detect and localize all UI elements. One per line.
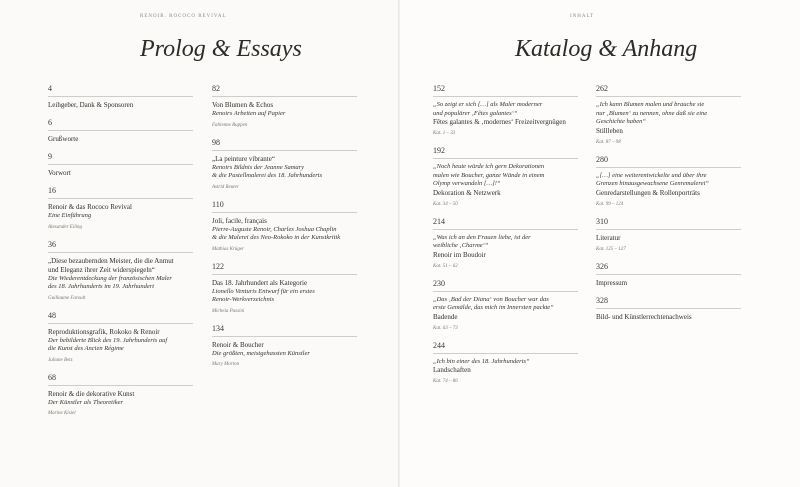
toc-title: Reproduktionsgrafik, Rokoko & Renoir bbox=[48, 327, 160, 336]
toc-page-number: 134 bbox=[212, 323, 224, 333]
toc-quote: Grenzen hinausgewachsene Genremalerei“ bbox=[596, 180, 710, 187]
toc-page-number: 244 bbox=[433, 340, 445, 350]
toc-entry bbox=[212, 262, 382, 316]
toc-title: Landschaften bbox=[433, 366, 471, 374]
toc-entry bbox=[212, 324, 382, 370]
toc-page-number: 110 bbox=[212, 199, 224, 209]
toc-title: Grußworte bbox=[48, 135, 79, 143]
toc-page-number: 48 bbox=[48, 310, 56, 320]
toc-title: Renoir im Boudoir bbox=[433, 250, 486, 259]
toc-entry bbox=[48, 152, 198, 178]
toc-quote: „So zeigt er sich […] als Maler moderner bbox=[433, 101, 543, 108]
toc-title: Renoir & Boucher bbox=[212, 340, 264, 349]
toc-divider bbox=[596, 96, 741, 97]
toc-author: Alexander Eiling bbox=[48, 224, 83, 230]
toc-divider bbox=[433, 291, 578, 292]
toc-entry bbox=[48, 311, 198, 365]
toc-page-number: 122 bbox=[212, 261, 224, 271]
toc-entry bbox=[433, 279, 603, 333]
toc-entry bbox=[596, 296, 776, 322]
toc-entry bbox=[212, 138, 382, 192]
toc-entry bbox=[48, 84, 198, 110]
toc-title: Literatur bbox=[596, 233, 621, 242]
toc-entry bbox=[212, 84, 382, 130]
toc-column bbox=[596, 84, 776, 330]
toc-subtitle: des 18. Jahrhunderts im 19. Jahrhundert bbox=[48, 283, 155, 290]
toc-divider bbox=[48, 252, 193, 253]
toc-subtitle: & die Malerei des Neo-Rokoko in der Kunstkritik bbox=[212, 234, 341, 241]
toc-title: Renoir & die dekorative Kunst bbox=[48, 389, 135, 398]
toc-quote: Olymp verwandeln […]!“ bbox=[433, 180, 501, 187]
toc-page-number: 230 bbox=[433, 278, 445, 288]
toc-page-number: 16 bbox=[48, 186, 56, 195]
toc-page-number: 98 bbox=[212, 137, 220, 147]
toc-author: Guillaume Faroult bbox=[48, 295, 86, 301]
toc-quote: „Ich bin einer des 18. Jahrhunderts“ bbox=[433, 357, 530, 365]
toc-author: Mathias Krüger bbox=[212, 246, 245, 252]
toc-subtitle: & die Pastellmalerei des 18. Jahrhunderts bbox=[212, 172, 323, 179]
toc-divider bbox=[212, 336, 357, 337]
toc-page-number: 9 bbox=[48, 152, 52, 161]
toc-page-number: 6 bbox=[48, 118, 52, 127]
toc-divider bbox=[212, 212, 357, 213]
toc-divider bbox=[48, 198, 193, 199]
toc-divider bbox=[48, 323, 193, 324]
toc-subtitle: Der bebilderte Blick des 19. Jahrhunderts auf bbox=[48, 336, 168, 344]
toc-subtitle: Renoirs Arbeiten auf Papier bbox=[212, 110, 286, 117]
running-head-left: RENOIR. ROCOCO REVIVAL bbox=[140, 14, 227, 19]
toc-column bbox=[48, 84, 198, 426]
toc-catalog-range: Kat. 51 – 62 bbox=[433, 263, 458, 269]
toc-subtitle: Renoirs Bildnis der Jeanne Samary bbox=[212, 163, 305, 171]
toc-entry bbox=[596, 262, 776, 288]
toc-divider bbox=[596, 229, 741, 230]
toc-divider bbox=[212, 274, 357, 275]
toc-quote: „[…] eine weiterentwickelte und über ihre bbox=[596, 171, 707, 179]
toc-title: Stillleben bbox=[596, 126, 623, 135]
toc-quote: nur ‚Blumen‘ zu nennen, ohne daß sie eine bbox=[596, 109, 708, 117]
toc-title: Impressum bbox=[596, 278, 628, 287]
toc-entry bbox=[596, 155, 776, 209]
toc-title: „La peinture vibrante“ bbox=[212, 154, 275, 163]
page-title-prolog: Prolog & Essays bbox=[140, 36, 302, 62]
toc-divider bbox=[433, 353, 578, 354]
toc-divider bbox=[48, 96, 193, 97]
toc-catalog-range: Kat. 99 – 124 bbox=[596, 201, 624, 207]
toc-page-number: 152 bbox=[433, 84, 445, 93]
toc-page-number: 4 bbox=[48, 84, 52, 93]
toc-subtitle: Der Künstler als Theoretiker bbox=[48, 398, 124, 406]
toc-page-number: 262 bbox=[596, 84, 608, 93]
toc-page-number: 214 bbox=[433, 216, 445, 226]
toc-catalog-range: Kat. 1 – 33 bbox=[433, 131, 456, 136]
toc-column bbox=[212, 84, 382, 377]
toc-subtitle: Lionello Venturis Entwurf für ein erstes bbox=[212, 287, 315, 295]
toc-title: Vorwort bbox=[48, 169, 71, 177]
toc-title: Leihgeber, Dank & Sponsoren bbox=[48, 101, 134, 109]
toc-column bbox=[433, 84, 603, 394]
toc-page-number: 82 bbox=[212, 84, 220, 93]
toc-title: Von Blumen & Echos bbox=[212, 101, 274, 109]
toc-entry bbox=[48, 373, 198, 419]
toc-page-number: 326 bbox=[596, 261, 608, 271]
toc-entry bbox=[433, 84, 603, 138]
toc-divider bbox=[596, 308, 741, 309]
toc-title: Badende bbox=[433, 312, 458, 321]
toc-title: „Diese bezaubernden Meister, die die Anmut bbox=[48, 256, 174, 265]
toc-page-number: 280 bbox=[596, 154, 608, 164]
toc-divider bbox=[212, 96, 357, 97]
toc-subtitle: Eine Einführung bbox=[48, 212, 92, 219]
toc-entry bbox=[48, 118, 198, 144]
toc-title: Fêtes galantes & ‚modernes‘ Freizeitvergnügen bbox=[433, 118, 566, 126]
toc-quote: „Noch heute würde ich gern Dekorationen bbox=[433, 163, 545, 170]
toc-divider bbox=[433, 96, 578, 97]
toc-subtitle: Die größten, meistgehassten Künstler bbox=[212, 349, 310, 357]
toc-author: Fabienne Ruppen bbox=[212, 122, 248, 128]
toc-subtitle: Die Wiederentdeckung der französischen Maler bbox=[48, 274, 172, 282]
toc-quote: weibliche ‚Charme‘“ bbox=[433, 242, 489, 249]
toc-entry bbox=[48, 186, 198, 232]
toc-catalog-range: Kat. 34 – 50 bbox=[433, 201, 458, 207]
toc-entry bbox=[48, 240, 198, 303]
toc-divider bbox=[596, 167, 741, 168]
toc-divider bbox=[48, 164, 193, 165]
toc-catalog-range: Kat. 74 – 86 bbox=[433, 379, 458, 384]
toc-divider bbox=[433, 158, 578, 159]
toc-page-number: 310 bbox=[596, 216, 608, 226]
toc-page-number: 36 bbox=[48, 239, 56, 249]
toc-title: Renoir & das Rococo Revival bbox=[48, 203, 132, 211]
toc-author: Juliane Betz bbox=[48, 357, 73, 363]
toc-page-number: 192 bbox=[433, 146, 445, 155]
toc-entry bbox=[433, 217, 603, 271]
toc-quote: „Das ‚Bad der Diana‘ von Boucher war das bbox=[433, 295, 549, 303]
toc-entry bbox=[433, 146, 603, 209]
toc-divider bbox=[596, 274, 741, 275]
toc-quote: Geschichte haben“ bbox=[596, 118, 647, 125]
toc-quote: malen wie Boucher, ganze Wände in einem bbox=[433, 171, 545, 179]
toc-entry bbox=[596, 84, 776, 147]
toc-catalog-range: Kat. 63 – 73 bbox=[433, 325, 458, 331]
toc-title: Bild- und Künstlerrechtenachweis bbox=[596, 312, 692, 321]
toc-page-number: 68 bbox=[48, 372, 56, 382]
toc-entry bbox=[212, 200, 382, 254]
toc-subtitle: Pierre-Auguste Renoir, Charles Joshua Chaplin bbox=[212, 225, 337, 233]
toc-divider bbox=[212, 150, 357, 151]
toc-quote: und populärer ‚Fêtes galantes‘“ bbox=[433, 109, 518, 117]
right-page bbox=[400, 0, 800, 487]
toc-page-number: 328 bbox=[596, 295, 608, 305]
toc-title: und Eleganz ihrer Zeit widerspiegeln“ bbox=[48, 265, 155, 274]
toc-subtitle: Renoir-Werkverzeichnis bbox=[212, 296, 275, 303]
toc-author: Mary Morton bbox=[212, 362, 240, 367]
toc-quote: „Was ich an den Frauen liebe, ist der bbox=[433, 233, 531, 241]
toc-divider bbox=[48, 385, 193, 386]
toc-catalog-range: Kat. 125 – 127 bbox=[596, 246, 626, 252]
toc-entry bbox=[433, 341, 603, 387]
toc-quote: „Ich kann Blumen malen und brauche sie bbox=[596, 101, 705, 108]
toc-title: Joli, facile, français bbox=[212, 216, 267, 225]
toc-title: Dekoration & Netzwerk bbox=[433, 188, 501, 197]
toc-title: Genredarstellungen & Rollenporträts bbox=[596, 188, 700, 197]
running-head-right: INHALT bbox=[570, 14, 595, 19]
toc-author: Marine Kisiel bbox=[48, 411, 76, 416]
toc-subtitle: die Kunst des Ancien Régime bbox=[48, 345, 124, 352]
page-title-katalog: Katalog & Anhang bbox=[515, 36, 698, 62]
toc-title: Das 18. Jahrhundert als Kategorie bbox=[212, 278, 308, 287]
toc-divider bbox=[48, 130, 193, 131]
toc-entry bbox=[596, 217, 776, 254]
toc-author: Astrid Reuter bbox=[212, 184, 239, 190]
toc-divider bbox=[433, 229, 578, 230]
toc-quote: erste Gemälde, das mich im Innersten packte“ bbox=[433, 304, 554, 311]
toc-catalog-range: Kat. 87 – 98 bbox=[596, 139, 621, 145]
toc-author: Michela Passini bbox=[212, 308, 245, 314]
